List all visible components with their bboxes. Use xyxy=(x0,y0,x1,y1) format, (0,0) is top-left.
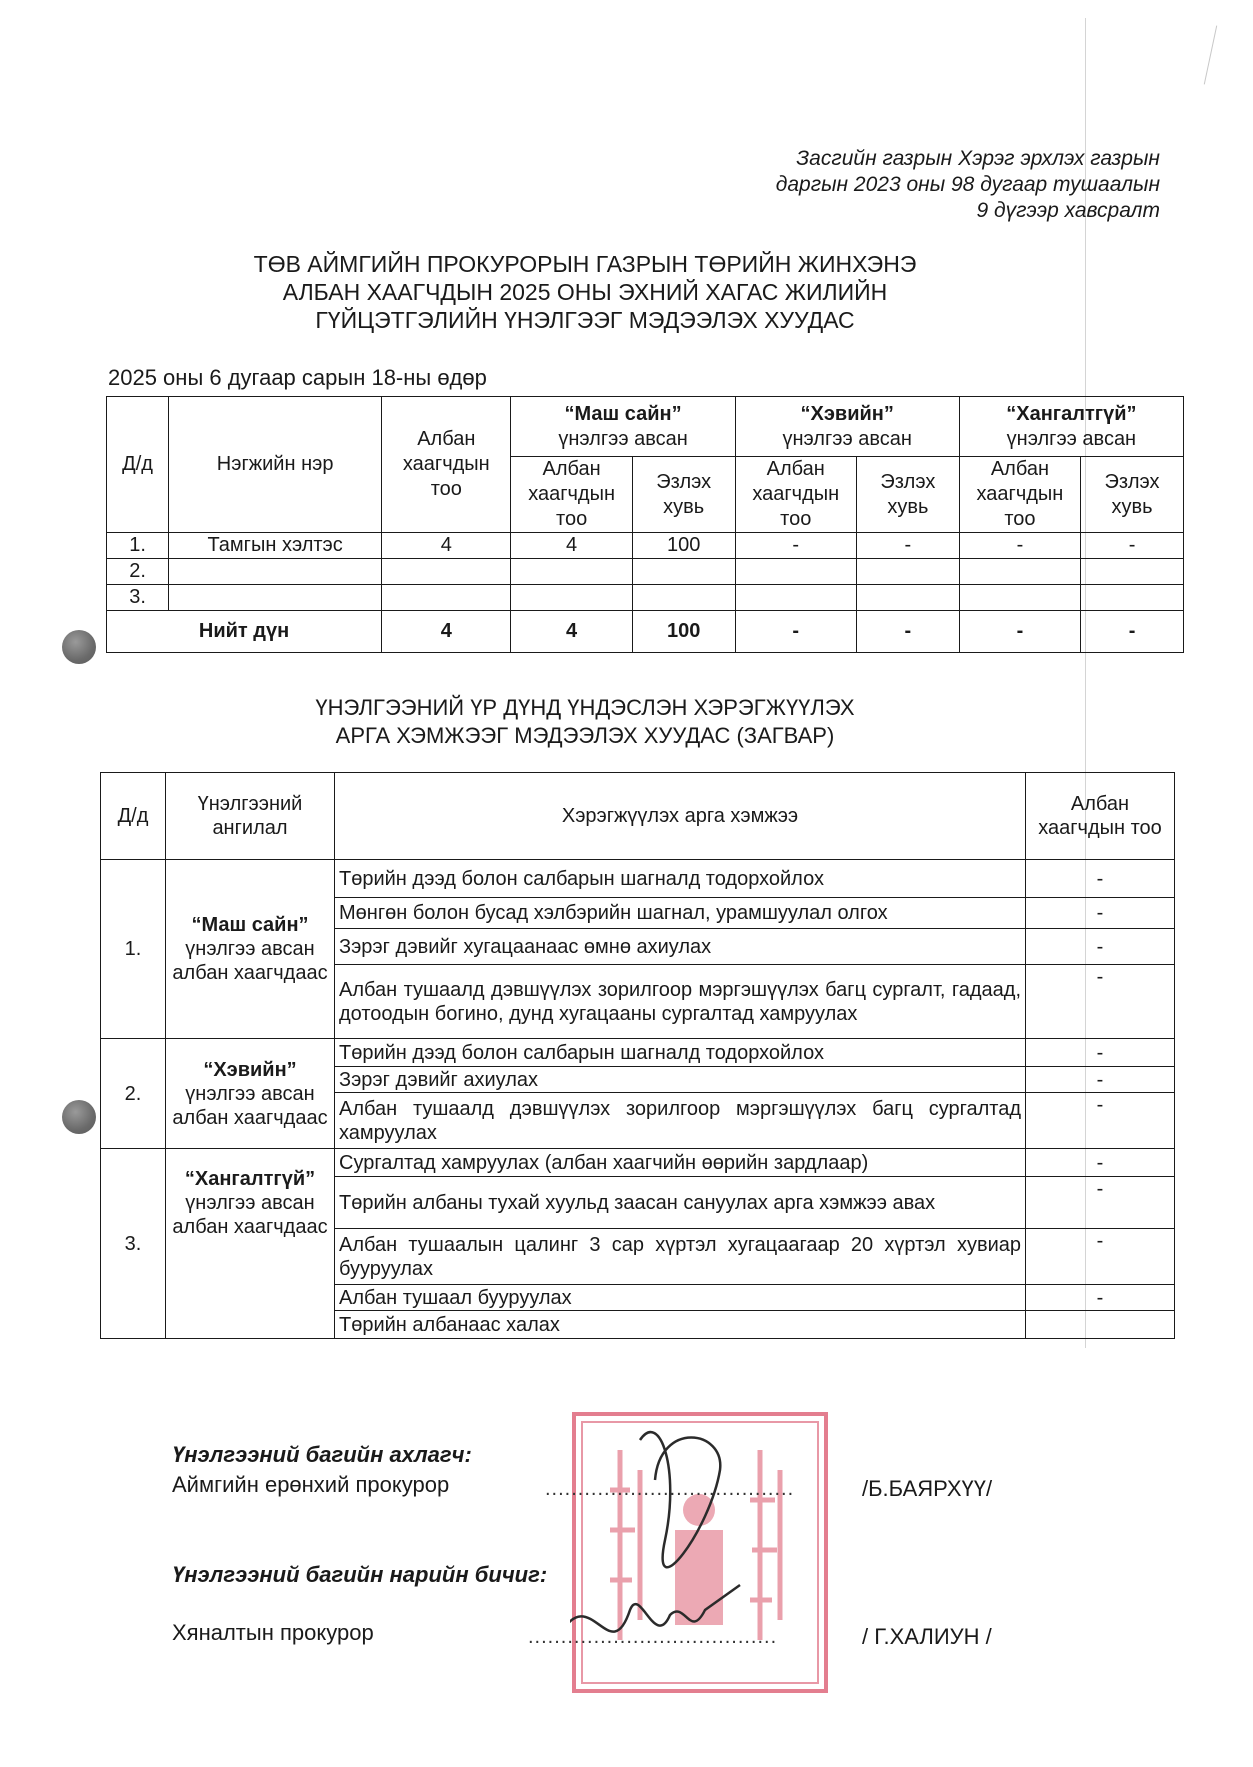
row-normal-count xyxy=(735,559,856,585)
row-no: 3. xyxy=(107,585,169,611)
category-desc: үнэлгээ авсан албан хаагчдаас xyxy=(172,1082,328,1129)
header-group-very-good xyxy=(511,397,735,457)
section-title xyxy=(120,694,1050,750)
group-sub: үнэлгээ авсан xyxy=(782,427,912,450)
secretary-name: / Г.ХАЛИУН / xyxy=(862,1624,992,1649)
measure-count: - xyxy=(1026,1149,1175,1177)
row-insuff-count xyxy=(959,559,1080,585)
group-no: 2. xyxy=(101,1039,166,1149)
header-dd: Д/д xyxy=(107,397,169,533)
measure-count: - xyxy=(1026,1177,1175,1229)
measure-count: - xyxy=(1026,1039,1175,1067)
subheader-pct: Эзлэх хувь xyxy=(856,457,959,533)
secretary-position: Хяналтын прокурор xyxy=(172,1620,374,1645)
total-row xyxy=(107,611,1184,653)
row-vg-count xyxy=(511,585,632,611)
row-vg-pct: 100 xyxy=(632,533,735,559)
measure-text: Албан тушаалын цалинг 3 сар хүртэл хугацаагаар 20 хүртэл хувиар бууруулах xyxy=(335,1229,1026,1285)
title-line: АРГА ХЭМЖЭЭГ МЭДЭЭЛЭХ ХУУДАС (ЗАГВАР) xyxy=(335,723,835,748)
measure-count: - xyxy=(1026,929,1175,965)
edge-mark xyxy=(1204,26,1217,85)
row-normal-pct: - xyxy=(856,533,959,559)
row-unit xyxy=(169,585,382,611)
header-group-normal xyxy=(735,397,959,457)
header-unit: Нэгжийн нэр xyxy=(169,397,382,533)
measure-text: Албан тушаал бууруулах xyxy=(335,1285,1026,1311)
measure-text: Төрийн дээд болон салбарын шагналд тодорхойлох xyxy=(335,860,1026,898)
annex-note xyxy=(776,146,1160,224)
total-vg-count: 4 xyxy=(511,611,632,653)
title-line: ТӨВ АЙМГИЙН ПРОКУРОРЫН ГАЗРЫН ТӨРИЙН ЖИНХЭНЭ xyxy=(253,251,917,277)
secretary-label: Үнэлгээний багийн нарийн бичиг: xyxy=(172,1562,548,1587)
row-vg-pct xyxy=(632,559,735,585)
row-insuff-count: - xyxy=(959,533,1080,559)
table-row xyxy=(101,1039,1175,1067)
subheader-count: Албан хаагчдын тоо xyxy=(959,457,1080,533)
group-no: 1. xyxy=(101,860,166,1039)
total-count: 4 xyxy=(382,611,511,653)
group-category xyxy=(166,1149,335,1339)
measure-text: Мөнгөн болон бусад хэлбэрийн шагнал, урамшуулал олгох xyxy=(335,898,1026,929)
punch-hole xyxy=(62,1100,96,1134)
table-row xyxy=(101,1149,1175,1177)
head-label: Үнэлгээний багийн ахлагч: xyxy=(172,1442,472,1467)
row-normal-pct xyxy=(856,585,959,611)
measure-text: Зэрэг дэвийг ахиулах xyxy=(335,1067,1026,1093)
measure-text: Зэрэг дэвийг хугацаанаас өмнө ахиулах xyxy=(335,929,1026,965)
group-name: “Хэвийн” xyxy=(800,402,894,425)
title-line: АЛБАН ХААГЧДЫН 2025 ОНЫ ЭХНИЙ ХАГАС ЖИЛИЙН xyxy=(282,279,888,305)
title-line: ГҮЙЦЭТГЭЛИЙН ҮНЭЛГЭЭГ МЭДЭЭЛЭХ ХУУДАС xyxy=(315,307,855,333)
row-insuff-pct xyxy=(1081,559,1184,585)
category-name: “Хангалтгүй” xyxy=(184,1168,316,1190)
measure-text: Албан тушаалд дэвшүүлэх зорилгоор мэргэшүүлэх багц сургалтад хамруулах xyxy=(335,1093,1026,1149)
row-vg-pct xyxy=(632,585,735,611)
annex-line: даргын 2023 оны 98 дугаар тушаалын xyxy=(775,173,1160,196)
row-vg-count: 4 xyxy=(511,533,632,559)
group-name: “Хангалтгүй” xyxy=(1006,402,1137,425)
measure-count: - xyxy=(1026,898,1175,929)
row-normal-count xyxy=(735,585,856,611)
measure-count xyxy=(1026,1311,1175,1339)
row-total: 4 xyxy=(382,533,511,559)
measure-count: - xyxy=(1026,1093,1175,1149)
total-vg-pct: 100 xyxy=(632,611,735,653)
row-insuff-count xyxy=(959,585,1080,611)
header-count: Албан хаагчдын тоо xyxy=(382,397,511,533)
total-label: Нийт дүн xyxy=(107,611,382,653)
table-row xyxy=(107,533,1184,559)
signature-line: ...................................... xyxy=(545,1478,795,1500)
annex-line: Засгийн газрын Хэрэг эрхлэх газрын xyxy=(796,147,1160,170)
measure-count: - xyxy=(1026,1285,1175,1311)
measure-count: - xyxy=(1026,1067,1175,1093)
report-date: 2025 оны 6 дугаар сарын 18-ны өдөр xyxy=(108,365,487,390)
group-no: 3. xyxy=(101,1149,166,1339)
measure-text: Сургалтад хамруулах (албан хаагчийн өөрийн зардлаар) xyxy=(335,1149,1026,1177)
total-insuff-count: - xyxy=(959,611,1080,653)
group-name: “Маш сайн” xyxy=(564,402,682,425)
signature-line: ...................................... xyxy=(528,1626,778,1648)
row-no: 1. xyxy=(107,533,169,559)
punch-hole xyxy=(62,630,96,664)
table-row xyxy=(107,559,1184,585)
table-row xyxy=(101,860,1175,898)
measures-table xyxy=(100,772,1175,1339)
table-row xyxy=(107,585,1184,611)
measure-text: Албан тушаалд дэвшүүлэх зорилгоор мэргэшүүлэх багц сургалт, гадаад, дотоодын богино, дунд хугацааны сургалтад хамруулах xyxy=(335,965,1026,1039)
group-sub: үнэлгээ авсан xyxy=(1006,427,1137,450)
official-stamp xyxy=(570,1410,830,1695)
row-no: 2. xyxy=(107,559,169,585)
measure-text: Төрийн албаны тухай хуульд заасан сануулах арга хэмжээ авах xyxy=(335,1177,1026,1229)
subheader-count: Албан хаагчдын тоо xyxy=(735,457,856,533)
row-unit xyxy=(169,559,382,585)
row-normal-pct xyxy=(856,559,959,585)
row-vg-count xyxy=(511,559,632,585)
group-category xyxy=(166,1039,335,1149)
subheader-pct: Эзлэх хувь xyxy=(1081,457,1184,533)
page-title xyxy=(120,250,1050,334)
header-dd: Д/д xyxy=(101,773,166,860)
row-normal-count: - xyxy=(735,533,856,559)
subheader-pct: Эзлэх хувь xyxy=(632,457,735,533)
measure-count: - xyxy=(1026,1229,1175,1285)
header-group-insufficient xyxy=(959,397,1183,457)
row-unit: Тамгын хэлтэс xyxy=(169,533,382,559)
title-line: ҮНЭЛГЭЭНИЙ ҮР ДҮНД ҮНДЭСЛЭН ХЭРЭГЖҮҮЛЭХ xyxy=(315,695,855,720)
header-category: Үнэлгээний ангилал xyxy=(166,773,335,860)
row-insuff-pct: - xyxy=(1081,533,1184,559)
total-normal-count: - xyxy=(735,611,856,653)
category-name: “Маш сайн” xyxy=(191,914,309,936)
evaluation-summary-table xyxy=(106,396,1184,653)
group-sub: үнэлгээ авсан xyxy=(558,427,688,450)
total-insuff-pct: - xyxy=(1081,611,1184,653)
measure-count: - xyxy=(1026,965,1175,1039)
category-desc: үнэлгээ авсан албан хаагчдаас xyxy=(172,938,328,984)
annex-line: 9 дүгээр хавсралт xyxy=(976,199,1160,222)
header-count: Албан хаагчдын тоо xyxy=(1026,773,1175,860)
total-normal-pct: - xyxy=(856,611,959,653)
row-total xyxy=(382,559,511,585)
category-desc: үнэлгээ авсан албан хаагчдаас xyxy=(172,1192,328,1238)
header-measure: Хэрэгжүүлэх арга хэмжээ xyxy=(335,773,1026,860)
head-position: Аймгийн ерөнхий прокурор xyxy=(172,1472,450,1497)
category-name: “Хэвийн” xyxy=(203,1058,297,1081)
row-insuff-pct xyxy=(1081,585,1184,611)
measure-count: - xyxy=(1026,860,1175,898)
measure-text: Төрийн дээд болон салбарын шагналд тодорхойлох xyxy=(335,1039,1026,1067)
subheader-count: Албан хаагчдын тоо xyxy=(511,457,632,533)
row-total xyxy=(382,585,511,611)
measure-text: Төрийн албанаас халах xyxy=(335,1311,1026,1339)
group-category xyxy=(166,860,335,1039)
head-name: /Б.БАЯРХҮҮ/ xyxy=(862,1476,993,1501)
